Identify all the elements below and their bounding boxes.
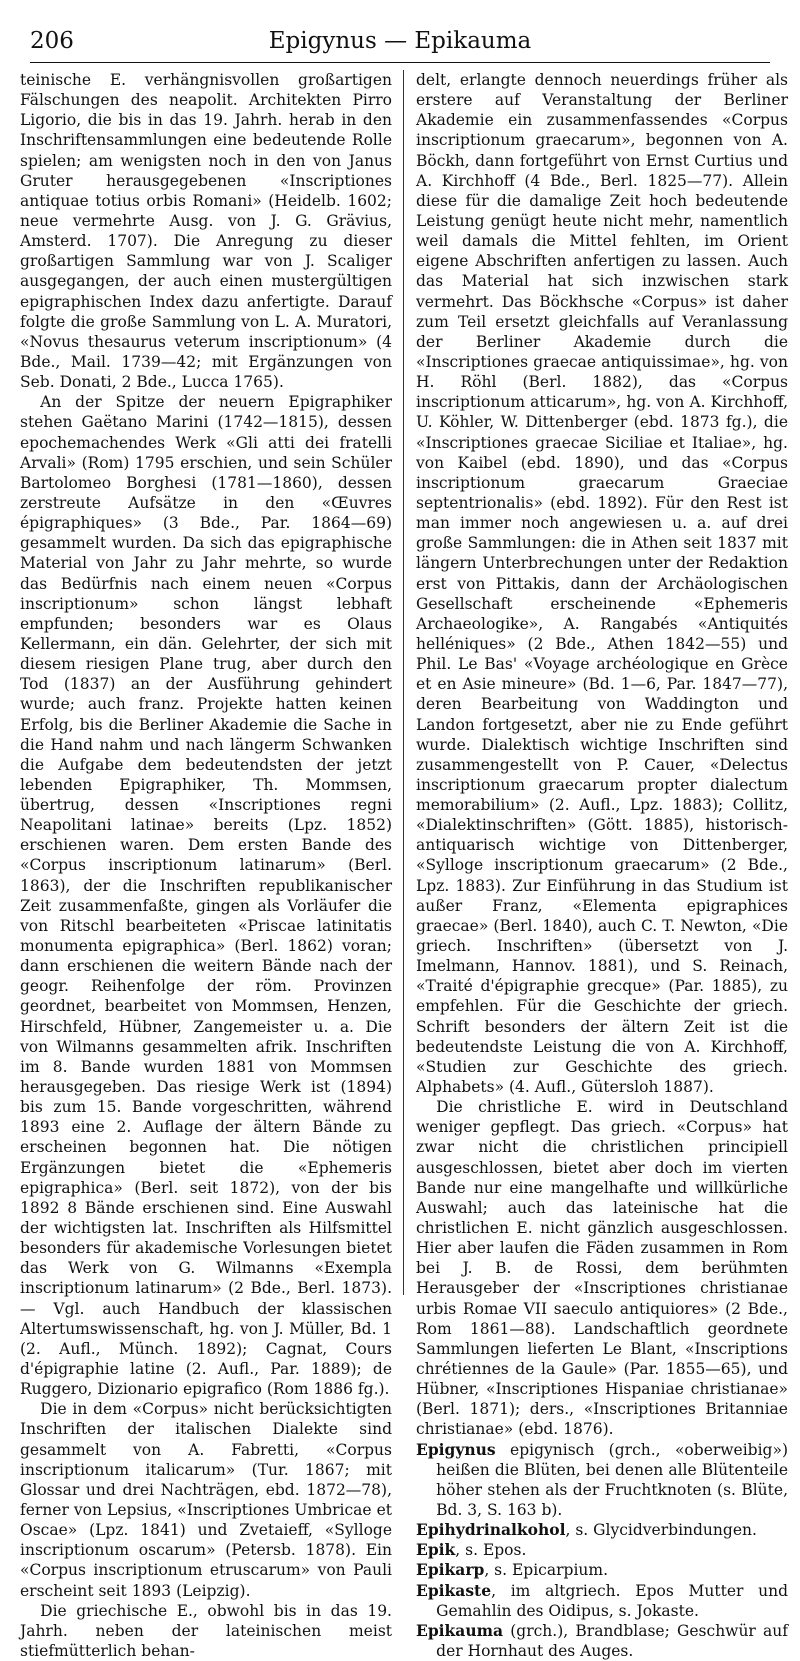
column-divider xyxy=(403,70,404,1295)
entry-text: , s. Epos. xyxy=(455,1541,527,1560)
page-number: 206 xyxy=(30,28,74,54)
entry-lemma: Epihydrinalkohol xyxy=(416,1520,566,1540)
paragraph: Die christliche E. wird in Deutschland weniger gepflegt. Das griech. «Corpus» hat zwar nicht die christlichen principiell ausgeschlossen, bietet aber doch im vierten Bande nur eine mangelhafte und willkürliche Auswahl; auch das lateinische hat die christlichen E. nicht gänzlich ausgeschlossen. Hier aber laufen die Fäden zusammen in Rom bei J. B. de Rossi, dem berühmten Herausgeber der «Inscriptiones christianae urbis Romae VII saeculo antiquiores» (2 Bde., Rom 1861—88). Landschaftlich geordnete Sammlungen lieferten Le Blant, «Inscriptions chrétiennes de la Gaule» (Par. 1855—65), und Hübner, «Inscriptiones Hispaniae christianae» (Berl. 1871); ders., «Inscriptiones Britanniae christianae» (ebd. 1876). xyxy=(416,1098,788,1439)
entry-lemma: Epigynus xyxy=(416,1439,496,1459)
entry-text: , s. Glycidverbindungen. xyxy=(565,1521,757,1540)
paragraph: teinische E. verhängnisvollen großartigen Fälschungen des neapolit. Architekten Pirro Ligorio, die bis in das 19. Jahrh. herab in den Inschriftensammlungen eine bedeutende Rolle spielen; am wenigsten noch in den von Janus Gruter herausgegebenen «Inscriptiones antiquae totius orbis Romani» (Heidelb. 1602; neue vermehrte Ausg. von J. G. Grävius, Amsterd. 1707). Die Anregung zu dieser großartigen Sammlung war von J. Scaliger ausgegangen, der auch einen mustergültigen epigraphischen Index dazu anfertigte. Darauf folgte die große Sammlung von L. A. Muratori, «Novus thesaurus veterum inscriptionum» (4 Bde., Mail. 1739—42; mit Ergänzungen von Seb. Donati, 2 Bde., Lucca 1765). xyxy=(20,71,392,392)
dictionary-entry xyxy=(416,1540,788,1560)
entry-text: (grch.), Brandblase; Geschwür auf der Hornhaut des Auges. xyxy=(436,1621,788,1660)
entry-lemma: Epikarp xyxy=(416,1560,485,1580)
paragraph: delt, erlangte dennoch neuerdings früher als erstere auf Veranstaltung der Berliner Akademie ein zusammenfassendes «Corpus inscriptionum graecarum», begonnen von A. Böckh, dann fortgeführt von Ernst Curtius und A. Kirchhoff (4 Bde., Berl. 1825—77). Allein diese für die damalige Zeit hoch bedeutende Leistung genügt heute nicht mehr, namentlich weil damals die Mittel fehlten, im Orient eigene Abschriften anfertigen zu lassen. Auch das Material hat sich inzwischen stark vermehrt. Das Böckhsche «Corpus» ist daher zum Teil ersetzt gleichfalls auf Veranlassung der Berliner Akademie durch die «Inscriptiones graecae antiquissimae», hg. von H. Röhl (Berl. 1882), das «Corpus inscriptionum atticarum», hg. von A. Kirchhoff, U. Köhler, W. Dittenberger (ebd. 1873 fg.), die «Inscriptiones graecae Siciliae et Italiae», hg. von Kaibel (ebd. 1890), und das «Corpus inscriptionum graecarum Graeciae septentrionalis» (ebd. 1892). Für den Rest ist man immer noch angewiesen u. a. auf drei große Sammlungen: die in Athen seit 1837 mit längern Unterbrechungen unter der Redaktion erst von Pittakis, dann der Archäologischen Gesellschaft erscheinende «Ephemeris Archaeologike», A. Rangabés «Antiquités helléniques» (2 Bde., Athen 1842—55) und Phil. Le Bas' «Voyage archéologique en Grèce et en Asie mineure» (Bd. 1—6, Par. 1847—77), deren Bearbeitung von Waddington und Landon fortgesetzt, aber nie zu Ende geführt wurde. Dialektisch wichtige Inschriften sind zusammengestellt von P. Cauer, «Delectus inscriptionum graecarum propter dialectum memorabilium» (2. Aufl., Lpz. 1883); Collitz, «Dialektinschriften» (Gött. 1885), historisch-antiquarisch wichtige von Dittenberger, «Sylloge inscriptionum graecarum» (2 Bde., Lpz. 1883). Zur Einführung in das Studium ist außer Franz, «Elementa epigraphices graecae» (Berl. 1840), auch C. T. Newton, «Die griech. Inschriften» (übersetzt von J. Imelmann, Hannov. 1881), und S. Reinach, «Traité d'épigraphie grecque» (Par. 1885), zu empfehlen. Für die Geschichte der griech. Schrift besonders der ältern Zeit ist die bedeutendste Leistung die von A. Kirchhoff, «Studien zur Geschichte des griech. Alphabets» (4. Aufl., Gütersloh 1887). xyxy=(416,71,788,1097)
running-head: Epigynus — Epikauma xyxy=(268,28,532,54)
paragraph: Die in dem «Corpus» nicht berücksichtigten Inschriften der italischen Dialekte sind gesammelt von A. Fabretti, «Corpus inscriptionum italicarum» (Tur. 1867; mit Glossar und drei Nachträgen, ebd. 1872—78), ferner von Lepsius, «Inscriptiones Umbricae et Oscae» (Lpz. 1841) und Zvetaieff, «Sylloge inscriptionum oscarum» (Petersb. 1878). Ein «Corpus inscriptionum etruscarum» von Pauli erscheint seit 1893 (Leipzig). xyxy=(20,1400,392,1600)
entry-lemma: Epikauma xyxy=(416,1620,504,1640)
entry-text: , im altgriech. Epos Mutter und Gemahlin des Oidipus, s. Jokaste. xyxy=(436,1581,788,1620)
entry-lemma: Epik xyxy=(416,1540,456,1560)
left-column xyxy=(20,70,392,1660)
dictionary-entry xyxy=(416,1440,788,1521)
paragraph: An der Spitze der neuern Epigraphiker stehen Gaëtano Marini (1742—1815), dessen epochemachendes Werk «Gli atti dei fratelli Arvali» (Rom) 1795 erschien, und sein Schüler Bartolomeo Borghesi (1781—1860), dessen zerstreute Aufsätze in den «Œuvres épigraphiques» (3 Bde., Par. 1864—69) gesammelt wurden. Da sich das epigraphische Material von Jahr zu Jahr mehrte, so wurde das Bedürfnis nach einem neuen «Corpus inscriptionum» schon längst lebhaft empfunden; besonders war es Olaus Kellermann, ein dän. Gelehrter, der sich mit diesem riesigen Plane trug, aber durch den Tod (1837) an der Ausführung gehindert wurde; auch franz. Projekte hatten keinen Erfolg, bis die Berliner Akademie die Sache in die Hand nahm und nach längerm Schwanken die Aufgabe dem bedeutendsten der jetzt lebenden Epigraphiker, Th. Mommsen, übertrug, dessen «Inscriptiones regni Neapolitani latinae» bereits (Lpz. 1852) erschienen waren. Dem ersten Bande des «Corpus inscriptionum latinarum» (Berl. 1863), der die Inschriften republikanischer Zeit zusammenfaßte, gingen als Vorläufer die von Ritschl bearbeiteten «Priscae latinitatis monumenta epigraphica» (Berl. 1862) voran; dann erschienen die weitern Bände nach der geogr. Reihenfolge der röm. Provinzen geordnet, bearbeitet von Mommsen, Henzen, Hirschfeld, Hübner, Zangemeister u. a. Die von Wilmanns gesammelten afrik. Inschriften im 8. Bande wurden 1881 von Mommsen herausgegeben. Das riesige Werk ist (1894) bis zum 15. Bande vorgeschritten, während 1893 eine 2. Auflage der ältern Bände zu erscheinen begonnen hat. Die nötigen Ergänzungen bietet die «Ephemeris epigraphica» (Berl. seit 1872), von der bis 1892 8 Bände erschienen sind. Eine Auswahl der wichtigsten lat. Inschriften als Hilfsmittel besonders für akademische Vorlesungen bietet das Werk von G. Wilmanns «Exempla inscriptionum latinarum» (2 Bde., Berl. 1873). — Vgl. auch Handbuch der klassischen Altertumswissenschaft, hg. von J. Müller, Bd. 1 (2. Aufl., Münch. 1892); Cagnat, Cours d'épigraphie latine (2. Aufl., Par. 1889); de Ruggero, Dizionario epigrafico (Rom 1886 fg.). xyxy=(20,393,392,1399)
entry-lemma: Epikaste xyxy=(416,1580,492,1600)
page-header xyxy=(30,22,770,63)
dictionary-entry xyxy=(416,1520,788,1540)
dictionary-entry xyxy=(416,1581,788,1621)
dictionary-entry xyxy=(416,1560,788,1580)
entry-text: , s. Epicarpium. xyxy=(484,1561,609,1580)
dictionary-entry xyxy=(416,1621,788,1661)
paragraph: Die griechische E., obwohl bis in das 19. Jahrh. neben der lateinischen meist stiefmütterlich behan- xyxy=(20,1601,392,1660)
entry-text: epigynisch (grch., «oberweibig») heißen die Blüten, bei denen alle Blütenteile höher stehen als der Fruchtknoten (s. Blüte, Bd. 3, S. 163 b). xyxy=(436,1440,788,1519)
right-column xyxy=(416,70,788,1660)
